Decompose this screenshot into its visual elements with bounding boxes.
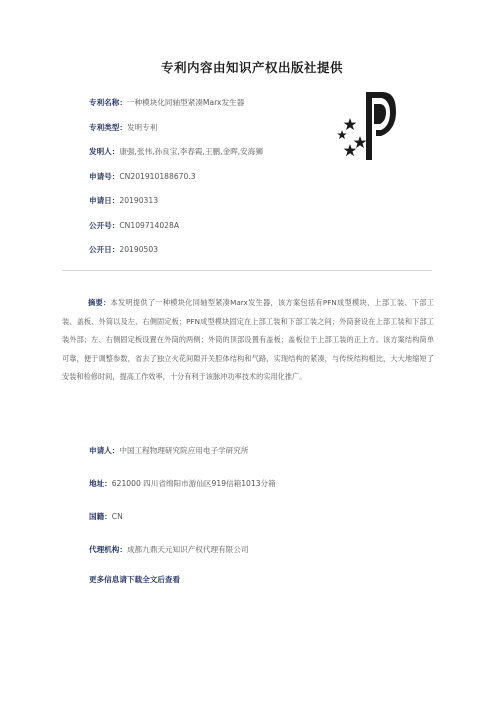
inventors-value: 康强,张伟,孙良宝,李春霞,王鹏,金晖,安海狮 [119, 147, 263, 156]
ip-office-logo [336, 90, 396, 168]
patent-meta-list [89, 98, 263, 270]
patent-type-value: 发明专利 [126, 122, 158, 132]
address-value: 621000 四川省绵阳市游仙区919信箱1013分箱 [111, 479, 276, 488]
page-title: 专利内容由知识产权出版社提供 [160, 60, 343, 75]
applicant-label: 申请人： [89, 446, 120, 455]
abstract-label: 摘要： [88, 298, 111, 307]
section-divider [62, 270, 432, 271]
publication-number-label: 公开号： [89, 220, 120, 230]
abstract [62, 294, 434, 387]
agency-row [89, 545, 248, 555]
applicant-value: 中国工程物理研究院应用电子学研究所 [119, 446, 249, 455]
application-date-label: 申请日： [89, 196, 120, 205]
country-row [89, 512, 123, 522]
application-number-label: 申请号： [89, 171, 120, 181]
country-label: 国籍： [89, 512, 112, 521]
application-number-row [89, 172, 263, 197]
more-info-link[interactable]: 更多信息请下载全文后查看 [89, 575, 181, 584]
application-date-row [89, 196, 263, 221]
address-row [89, 479, 276, 489]
agency-label: 代理机构： [89, 545, 127, 554]
application-number-value: CN201910188670.3 [119, 171, 196, 181]
abstract-text: 本发明提供了一种模块化同轴型紧凑Marx发生器，该方案包括有PFN成型模块、上部工装、下部工装、盖板、外筒以及左、右侧固定板；PFN成型模块固定在上部工装和下部工装之间；外筒套设在上部工装和下部工装外部；左、右侧固定板设置在外筒的两侧；外筒的顶部设置有盖板；盖板位于上部工装的正上方。该方案结构简单可靠，便于调整参数，省去了独立火花间隙开关腔体结构和气路，实现结构的紧凑，与传统结构相比，大大地缩短了安装和检修时间，提高工作效率，十分有利于该脉冲功率技术的实用化推广。 [62, 298, 434, 382]
publication-date-row [89, 245, 263, 270]
country-value: CN [111, 512, 123, 521]
inventors-row [89, 147, 263, 172]
patent-type-row [89, 123, 263, 148]
address-label: 地址： [89, 479, 112, 488]
application-date-value: 20190313 [119, 196, 159, 205]
publication-number-row [89, 221, 263, 246]
inventors-label: 发明人： [89, 147, 120, 156]
patent-name-value: 一种模块化同轴型紧凑Marx发生器 [126, 98, 245, 107]
publication-number-value: CN109714028A [119, 220, 180, 230]
agency-value: 成都九鼎天元知识产权代理有限公司 [126, 545, 249, 554]
patent-name-label: 专利名称： [89, 98, 127, 107]
publication-date-value: 20190503 [119, 245, 159, 254]
publication-date-label: 公开日： [89, 245, 120, 254]
applicant-row [89, 446, 248, 456]
patent-type-label: 专利类型： [89, 122, 127, 132]
patent-name-row [89, 98, 263, 123]
